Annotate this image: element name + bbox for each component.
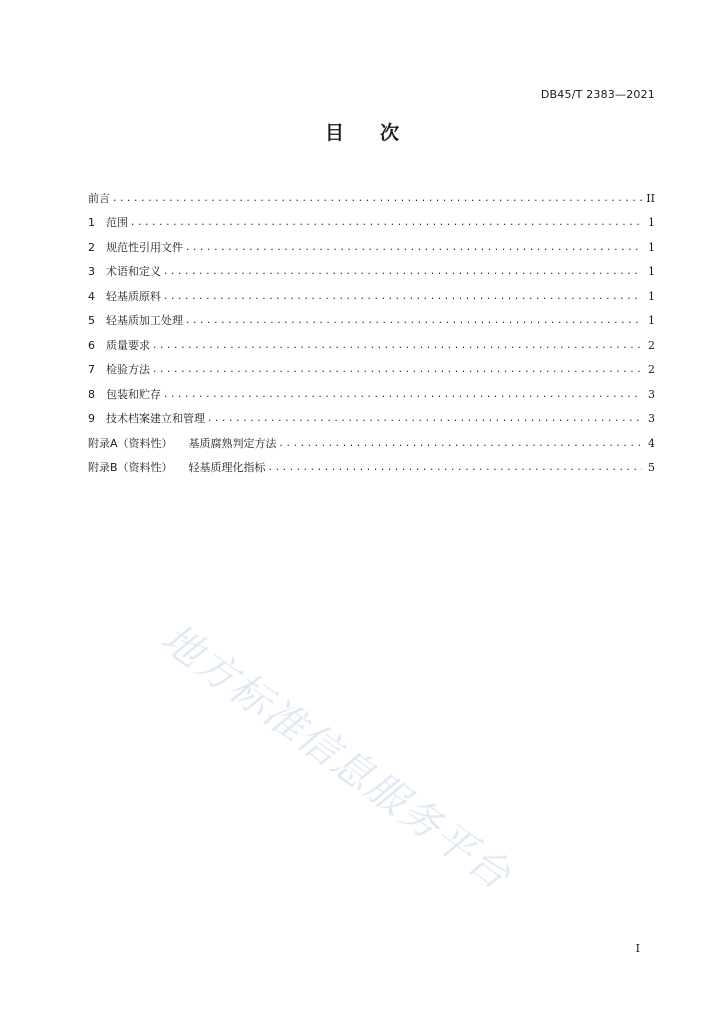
toc-entry-page: 1 (648, 216, 655, 229)
toc-entry-number: 1 (88, 216, 95, 229)
toc-entry-label: 轻基质原料 (106, 289, 161, 303)
toc-entry-label: 包装和贮存 (106, 387, 161, 401)
toc-entry-number: 9 (88, 412, 95, 425)
toc-entry-label: 轻基质加工处理 (106, 314, 183, 327)
toc-entry-label: 检验方法 (106, 363, 150, 376)
toc-entry-page: 1 (648, 240, 655, 254)
toc-entry-number: 4 (88, 289, 95, 303)
toc-entry-label: 范围 (106, 216, 128, 229)
toc-entry-terms-definitions[interactable] (88, 255, 655, 280)
toc-entry-page: 3 (648, 412, 655, 425)
toc-entry-number: 8 (88, 387, 95, 401)
page-number: I (635, 942, 640, 955)
toc-entry-label: 附录B（资料性） (88, 461, 173, 474)
toc-entry-page: 1 (648, 265, 655, 278)
toc-entry-label: 前言 (88, 191, 110, 205)
toc-leader-dots (163, 265, 642, 279)
toc-entry-processing[interactable] (88, 304, 655, 329)
toc-entry-page: 4 (648, 436, 655, 450)
toc-entry-page: 5 (648, 461, 655, 474)
toc-entry-foreword[interactable] (88, 181, 655, 206)
toc-leader-dots (185, 314, 642, 328)
toc-entry-label: 技术档案建立和管理 (106, 412, 205, 425)
toc-leader-dots (185, 241, 642, 255)
toc-entry-normative-references[interactable] (88, 230, 655, 255)
toc-entry-page: II (646, 191, 655, 205)
toc-entry-number: 7 (88, 363, 95, 376)
toc-leader-dots (268, 461, 642, 475)
toc-leader-dots (112, 192, 642, 206)
toc-entry-number: 2 (88, 240, 95, 254)
toc-leader-dots (207, 412, 642, 426)
toc-entry-appendix-a[interactable] (88, 426, 655, 451)
watermark-text: 地方标准信息服务平台 (152, 615, 520, 900)
toc-entry-label: 术语和定义 (106, 265, 161, 278)
table-of-contents (88, 181, 655, 475)
toc-entry-page: 2 (648, 363, 655, 376)
toc-leader-dots (130, 216, 642, 230)
document-code: DB45/T 2383—2021 (540, 88, 655, 101)
toc-entry-quality-requirements[interactable] (88, 328, 655, 353)
toc-entry-label: 规范性引用文件 (106, 240, 183, 254)
toc-entry-page: 2 (648, 338, 655, 352)
toc-entry-page: 3 (648, 387, 655, 401)
toc-entry-number: 6 (88, 338, 95, 352)
toc-entry-label: 质量要求 (106, 338, 150, 352)
toc-entry-page: 1 (648, 314, 655, 327)
toc-entry-raw-materials[interactable] (88, 279, 655, 304)
toc-entry-number: 5 (88, 314, 95, 327)
toc-entry-sublabel: 轻基质理化指标 (188, 461, 266, 474)
toc-title: 目次 (324, 122, 435, 144)
toc-entry-test-methods[interactable] (88, 353, 655, 378)
toc-entry-label: 附录A（资料性） (88, 436, 173, 450)
toc-leader-dots (163, 290, 642, 304)
toc-leader-dots (152, 363, 642, 377)
toc-entry-packaging-storage[interactable] (88, 377, 655, 402)
toc-leader-dots (163, 388, 642, 402)
toc-entry-technical-archives[interactable] (88, 402, 655, 427)
toc-entry-number: 3 (88, 265, 95, 278)
toc-entry-scope[interactable] (88, 206, 655, 231)
toc-leader-dots (152, 339, 642, 353)
toc-entry-page: 1 (648, 289, 655, 303)
toc-entry-sublabel: 基质腐熟判定方法 (188, 436, 277, 450)
toc-entry-appendix-b[interactable] (88, 451, 655, 476)
toc-leader-dots (279, 437, 642, 451)
